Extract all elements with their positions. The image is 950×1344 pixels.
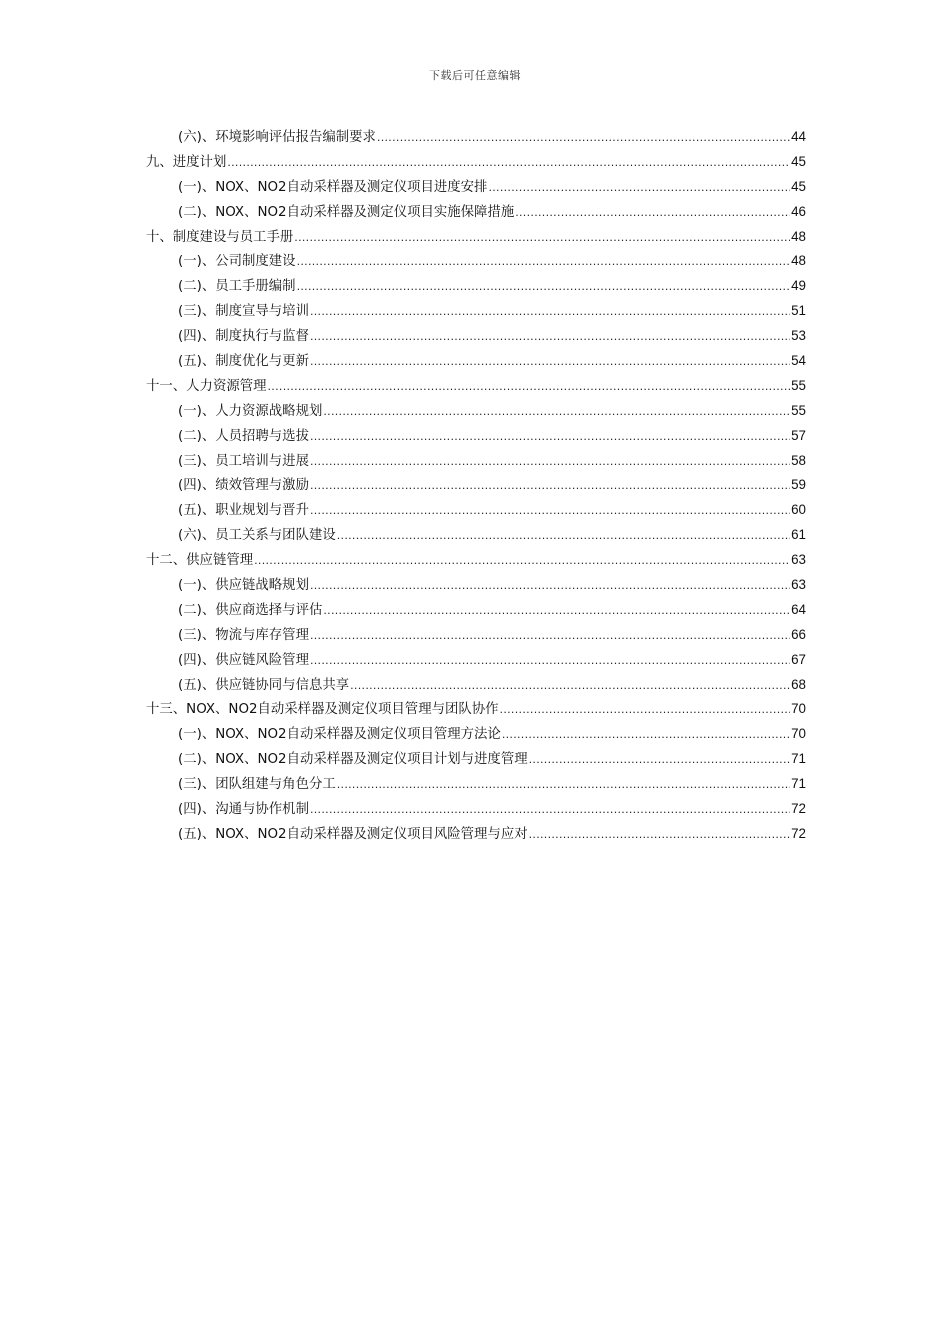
- toc-dot-leader: [294, 226, 790, 251]
- toc-entry-title: (二)、员工手册编制: [178, 279, 296, 295]
- toc-entry[interactable]: [146, 648, 806, 673]
- toc-entry-title: (二)、NOX、NO2自动采样器及测定仪项目计划与进度管理: [178, 752, 528, 768]
- toc-entry-title: (五)、职业规划与晋升: [178, 503, 309, 519]
- toc-entry-title: (一)、NOX、NO2自动采样器及测定仪项目管理方法论: [178, 727, 501, 743]
- page-header: 下载后可任意编辑: [429, 69, 521, 82]
- toc-entry-title: (一)、人力资源战略规划: [178, 403, 323, 419]
- toc-page-number: 55: [791, 377, 806, 393]
- toc-page-number: 61: [791, 527, 806, 543]
- toc-page-number: 70: [791, 726, 806, 742]
- toc-page-number: 53: [791, 328, 806, 344]
- toc-page-number: 63: [791, 577, 806, 593]
- toc-entry-title: (四)、制度执行与监督: [178, 329, 309, 345]
- toc-entry[interactable]: [146, 697, 806, 722]
- toc-page-number: 46: [791, 203, 806, 219]
- toc-page-number: 68: [791, 676, 806, 692]
- toc-entry-title: (五)、供应链协同与信息共享: [178, 677, 350, 693]
- toc-entry-title: (三)、员工培训与进展: [178, 453, 309, 469]
- toc-entry[interactable]: [146, 498, 806, 523]
- toc-entry[interactable]: [146, 349, 806, 374]
- toc-entry-title: 十一、人力资源管理: [146, 378, 267, 394]
- toc-page-number: 55: [791, 402, 806, 418]
- toc-entry-title: (三)、制度宣导与培训: [178, 304, 309, 320]
- toc-dot-leader: [310, 300, 790, 325]
- toc-entry-title: (四)、供应链风险管理: [178, 652, 309, 668]
- toc-entry[interactable]: [146, 548, 806, 573]
- toc-entry[interactable]: [146, 374, 806, 399]
- toc-entry[interactable]: [146, 797, 806, 822]
- toc-entry[interactable]: [146, 125, 806, 150]
- toc-entry-title: (五)、制度优化与更新: [178, 354, 309, 370]
- toc-dot-leader: [529, 823, 790, 848]
- toc-entry-title: (二)、人员招聘与选拔: [178, 428, 309, 444]
- toc-page-number: 72: [791, 801, 806, 817]
- toc-page-number: 57: [791, 427, 806, 443]
- toc-page-number: 59: [791, 477, 806, 493]
- toc-page-number: 66: [791, 626, 806, 642]
- toc-page-number: 48: [791, 253, 806, 269]
- toc-dot-leader: [337, 524, 790, 549]
- toc-entry-title: (二)、供应商选择与评估: [178, 602, 323, 618]
- toc-page-number: 58: [791, 452, 806, 468]
- toc-entry-title: (一)、公司制度建设: [178, 254, 296, 270]
- toc-entry-title: 九、进度计划: [146, 154, 227, 170]
- toc-entry-title: (二)、NOX、NO2自动采样器及测定仪项目实施保障措施: [178, 204, 515, 220]
- toc-entry[interactable]: [146, 399, 806, 424]
- toc-entry-title: (一)、NOX、NO2自动采样器及测定仪项目进度安排: [178, 179, 488, 195]
- toc-entry[interactable]: [146, 449, 806, 474]
- toc-dot-leader: [310, 425, 790, 450]
- toc-dot-leader: [297, 275, 791, 300]
- toc-page-number: 71: [791, 751, 806, 767]
- toc-entry[interactable]: [146, 424, 806, 449]
- toc-dot-leader: [350, 674, 790, 699]
- toc-page-number: 72: [791, 825, 806, 841]
- toc-entry[interactable]: [146, 623, 806, 648]
- toc-entry-title: (三)、物流与库存管理: [178, 627, 309, 643]
- toc-dot-leader: [254, 549, 790, 574]
- toc-dot-leader: [310, 474, 790, 499]
- toc-dot-leader: [323, 400, 790, 425]
- toc-dot-leader: [310, 499, 790, 524]
- toc-entry-title: (六)、环境影响评估报告编制要求: [178, 130, 376, 145]
- toc-dot-leader: [268, 375, 791, 400]
- table-of-contents: [146, 125, 806, 847]
- toc-page-number: 48: [791, 228, 806, 244]
- toc-entry[interactable]: [146, 299, 806, 324]
- toc-entry[interactable]: [146, 673, 806, 698]
- toc-dot-leader: [377, 126, 790, 151]
- toc-dot-leader: [323, 599, 790, 624]
- toc-entry[interactable]: [146, 473, 806, 498]
- toc-entry[interactable]: [146, 747, 806, 772]
- toc-dot-leader: [310, 350, 790, 375]
- toc-page-number: 71: [791, 776, 806, 792]
- toc-page-number: 49: [791, 278, 806, 294]
- toc-entry-title: (五)、NOX、NO2自动采样器及测定仪项目风险管理与应对: [178, 826, 528, 842]
- toc-dot-leader: [488, 176, 790, 201]
- toc-entry[interactable]: [146, 772, 806, 797]
- toc-entry[interactable]: [146, 274, 806, 299]
- toc-entry-title: (四)、绩效管理与激励: [178, 478, 309, 494]
- toc-dot-leader: [310, 649, 790, 674]
- toc-entry[interactable]: [146, 722, 806, 747]
- toc-page-number: 45: [791, 153, 806, 169]
- toc-page-number: 70: [791, 701, 806, 717]
- toc-page-number: 51: [791, 303, 806, 319]
- toc-entry-title: (四)、沟通与协作机制: [178, 802, 309, 818]
- toc-page-number: 64: [791, 601, 806, 617]
- toc-entry[interactable]: [146, 249, 806, 274]
- toc-entry-title: 十二、供应链管理: [146, 553, 254, 569]
- toc-entry[interactable]: [146, 598, 806, 623]
- toc-entry-title: (一)、供应链战略规划: [178, 578, 309, 594]
- toc-entry[interactable]: [146, 822, 806, 847]
- toc-entry[interactable]: [146, 523, 806, 548]
- toc-dot-leader: [515, 201, 790, 226]
- toc-entry[interactable]: [146, 225, 806, 250]
- toc-page-number: 63: [791, 552, 806, 568]
- toc-dot-leader: [297, 250, 791, 275]
- toc-page-number: 67: [791, 651, 806, 667]
- toc-page-number: 60: [791, 502, 806, 518]
- toc-dot-leader: [310, 798, 790, 823]
- toc-dot-leader: [502, 723, 790, 748]
- toc-entry[interactable]: [146, 200, 806, 225]
- toc-entry-title: 十三、NOX、NO2自动采样器及测定仪项目管理与团队协作: [146, 702, 499, 718]
- toc-dot-leader: [310, 325, 790, 350]
- toc-page-number: 44: [791, 129, 806, 144]
- toc-entry-title: 十、制度建设与员工手册: [146, 229, 294, 245]
- toc-entry-title: (三)、团队组建与角色分工: [178, 777, 336, 793]
- toc-dot-leader: [310, 624, 790, 649]
- toc-page-number: 54: [791, 353, 806, 369]
- toc-dot-leader: [227, 151, 790, 176]
- toc-page-number: 45: [791, 178, 806, 194]
- toc-entry[interactable]: [146, 573, 806, 598]
- toc-dot-leader: [529, 748, 790, 773]
- toc-entry-title: (六)、员工关系与团队建设: [178, 528, 336, 544]
- toc-entry[interactable]: [146, 324, 806, 349]
- toc-dot-leader: [500, 698, 791, 723]
- toc-dot-leader: [337, 773, 790, 798]
- toc-entry[interactable]: [146, 175, 806, 200]
- toc-entry[interactable]: [146, 150, 806, 175]
- toc-dot-leader: [310, 574, 790, 599]
- toc-dot-leader: [310, 450, 790, 475]
